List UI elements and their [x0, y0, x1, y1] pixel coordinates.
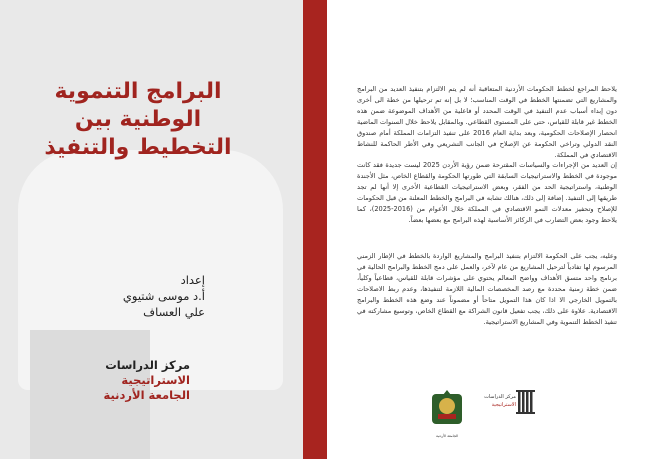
- author-2: علي العساف: [143, 305, 205, 319]
- front-cover: [0, 0, 303, 459]
- university-logo-caption: الجامعة الأردنية: [435, 434, 459, 438]
- author-1: أ.د موسى شتيوي: [122, 289, 205, 303]
- prepared-by-label: إعداد: [180, 273, 205, 287]
- publisher-prefix: مركز الدراسات: [105, 358, 190, 372]
- center-logo-line2: الاستراتيجية: [491, 402, 516, 408]
- back-cover: [327, 0, 650, 459]
- publisher-block: [40, 358, 190, 403]
- center-logo-line1: مركز الدراسات: [484, 394, 516, 400]
- center-logo-text: [484, 393, 516, 409]
- book-title-line2: التخطيط والتنفيذ: [44, 135, 232, 160]
- university-crest-icon: [428, 388, 466, 438]
- publisher-highlight: الاستراتيجية: [121, 373, 190, 387]
- book-title: [13, 78, 263, 162]
- back-paragraph-1: يلاحظ المراجع لخطط الحكومات الأردنية المتعاقبة أنه لم يتم الالتزام بتنفيذ العديد من البرامج والمشاريع التي تضمنتها الخطط في الوقت المناسب؛ لا بل إنه تم ترحيلها من خطة الى أخرى دون إبداء أسباب عدم التنفيذ في الوقت المحدد أو فاعلية من الأهداف الموضوعة ضمن هذه الخطط غير قابلة للقياس، حتى على المستوى القطاعي. وبالمقابل يلاحظ خلال السنوات الماضية انحصار الإصلاحات الحكومية، وبعد بداية العام 2016 على تنفيذ التزامات المملكة أمام صندوق النقد الدولي وتراخي الحكومة عن الإصلاح في الجانب التشريعي وفي الأطر الحاكمة للنشاط الاقتصادي في المملكة.: [357, 85, 618, 159]
- authors-block: [95, 272, 205, 320]
- center-pillars-icon: [484, 390, 536, 424]
- publisher-line2: الجامعة الأردنية: [103, 388, 190, 402]
- back-paragraph-3: وعليه، يجب على الحكومة الالتزام بتنفيذ البرامج والمشاريع الواردة بالخطط في الإطار الزمني المرسوم لها تفادياً لترحيل المشاريع من عام لآخر، والعمل على دمج الخطط والبرامج الحالية في برنامج واحد متسق الأهداف وواضح المعالم يحتوي على مؤشرات قابلة للقياس، قطاعياً وكلياً، ضمن خطة زمنية محددة مع رصد المخصصات المالية اللازمة لتنفيذها، وعدم ربط الاصلاحات بالتمويل الخارجي الا اذا كان هذا التمويل متاحاً أو مضموناً عند وضع هذه الخطط والبرامج الاقتصادية. علاوة على ذلك، يجب تفعيل قانون الشراكة مع القطاع الخاص، وتوسيع مشاركته في تنفيذ الخطط التنموية وفي المشاريع الاستراتيجية.: [357, 252, 617, 326]
- book-title-line1: البرامج التنموية الوطنية بين: [54, 79, 222, 132]
- back-paragraph-2: إن العديد من الإجراءات والسياسات المقترحة ضمن رؤية الأردن 2025 ليست جديدة فقد كانت موجودة في الخطط والاستراتيجيات السابقة التي طورتها الحكومة والقطاع الخاص، مثل الأجندة الوطنية، واستراتيجية الحد من الفقر، وبعض الاستراتيجيات القطاعية الأخرى إلا أنها لم تجد طريقها إلى التنفيذ. إضافة إلى ذلك، هنالك تشابه في البرامج والخطط المعلنة من قبل الحكومات للإصلاح وتحفيز معدلات النمو الاقتصادي في المملكة خلال الأعوام من (2016-2025)، كما يلاحظ وجود بعض التضارب في الركائز الأساسية لهذه البرامج مع بعضها بعضاً.: [357, 161, 617, 224]
- publisher-line1: [40, 358, 190, 388]
- book-spine: [303, 0, 327, 459]
